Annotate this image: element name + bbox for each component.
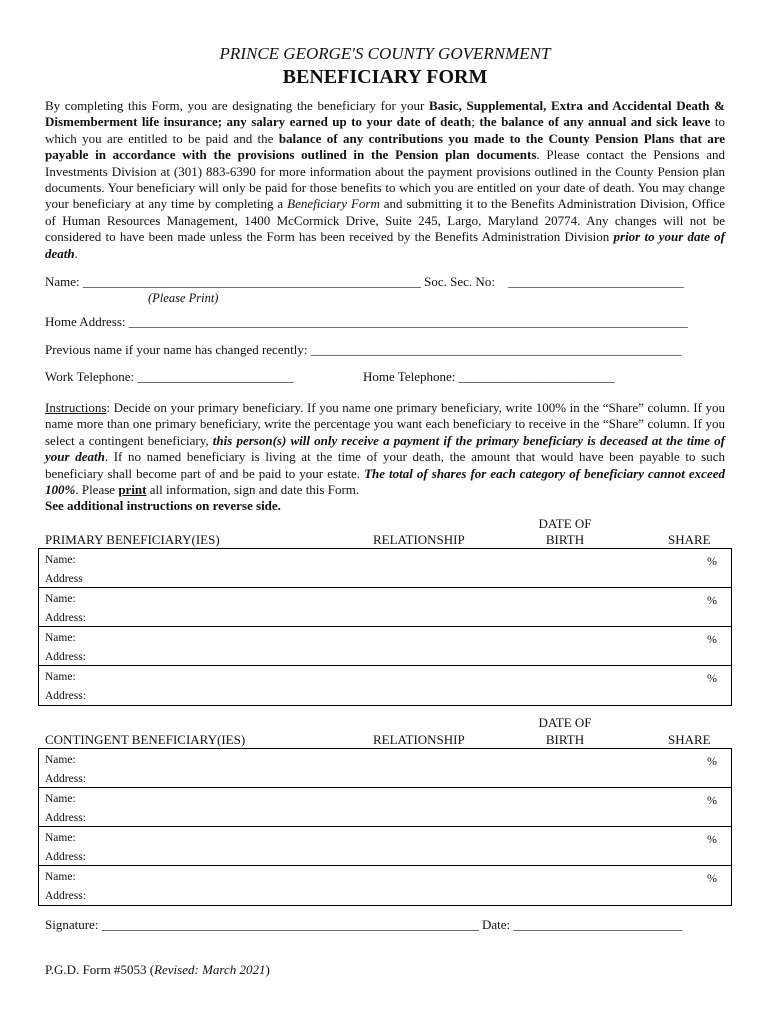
work-phone-field[interactable]: ________________________	[137, 369, 294, 384]
contingent-beneficiary-table	[38, 748, 732, 906]
intro-bold-italic-deadline: prior to your date of death	[45, 229, 725, 261]
instructions-text: all information, sign and date this Form.	[146, 482, 360, 498]
row-name-label: Name:	[45, 554, 76, 566]
instructions-paragraph	[45, 400, 725, 515]
instructions-print-word: print	[118, 482, 147, 498]
row-address-label: Address:	[45, 890, 86, 902]
revision-date: Revised: March 2021	[154, 962, 266, 977]
row-percent-sign: %	[707, 793, 717, 807]
primary-share-header: SHARE	[668, 532, 711, 547]
signature-label: Signature:	[45, 917, 99, 932]
instructions-text: . Please	[75, 482, 119, 498]
footer-close-paren: )	[265, 962, 270, 977]
row-percent-sign: %	[707, 832, 717, 846]
row-percent-sign: %	[707, 554, 717, 568]
please-print-note: (Please Print)	[148, 291, 219, 305]
table-row[interactable]	[39, 627, 731, 666]
signature-field[interactable]: __________________________________________________________	[101, 917, 479, 932]
date-label: Date:	[481, 917, 511, 932]
contingent-dob-header-line2: BIRTH	[545, 732, 585, 747]
row-name-label: Name:	[45, 671, 76, 683]
row-name-label: Name:	[45, 754, 76, 766]
intro-bold-insurance: Basic, Supplemental, Extra and Accidental Death & Dismemberment life insurance; any salary earned up to your date of death	[45, 98, 725, 130]
primary-dob-header-line1: DATE OF	[538, 516, 592, 531]
row-percent-sign: %	[707, 754, 717, 768]
row-name-label: Name:	[45, 593, 76, 605]
telephone-line	[45, 369, 293, 385]
row-percent-sign: %	[707, 871, 717, 885]
row-address-label: Address	[45, 573, 83, 585]
instructions-heading: Instructions	[45, 400, 107, 415]
name-field[interactable]: ____________________________________________________	[82, 274, 421, 289]
row-name-label: Name:	[45, 632, 76, 644]
row-address-label: Address:	[45, 690, 86, 702]
previous-name-label: Previous name if your name has changed recently:	[45, 342, 308, 357]
primary-beneficiary-table	[38, 548, 732, 706]
row-address-label: Address:	[45, 812, 86, 824]
previous-name-line	[45, 342, 681, 358]
intro-text: By completing this Form, you are designating the beneficiary for your	[45, 98, 429, 113]
previous-name-field[interactable]: _________________________________________________________	[310, 342, 682, 357]
primary-dob-header-line2: BIRTH	[545, 532, 585, 547]
form-footer	[45, 962, 270, 978]
table-row[interactable]	[39, 749, 731, 788]
intro-text: to which you are entitled to be paid and the	[45, 114, 726, 146]
home-address-line	[45, 314, 688, 330]
primary-relationship-header: RELATIONSHIP	[373, 532, 465, 547]
table-row[interactable]	[39, 827, 731, 866]
form-title: BENEFICIARY FORM	[282, 66, 488, 88]
home-address-label: Home Address:	[45, 314, 126, 329]
intro-text: and submitting it to the Benefits Administration Division, Office of Human Resources Management, 1400 McCormick Drive, Suite 245, Largo, Maryland 20774. Any changes will not be considered to have been made unless the Form has been received by the Benefits Administration Division	[45, 196, 725, 245]
reverse-side-note: See additional instructions on reverse side.	[45, 498, 281, 514]
row-percent-sign: %	[707, 593, 717, 607]
row-address-label: Address:	[45, 773, 86, 785]
contingent-beneficiary-heading: CONTINGENT BENEFICIARY(IES)	[45, 732, 246, 747]
form-number: P.G.D. Form #5053 (	[45, 962, 155, 977]
intro-italic-form-name: Beneficiary Form	[287, 196, 380, 212]
row-name-label: Name:	[45, 871, 76, 883]
table-row[interactable]	[39, 788, 731, 827]
row-address-label: Address:	[45, 612, 86, 624]
table-row[interactable]	[39, 549, 731, 588]
instructions-share-limit: The total of shares for each category of beneficiary cannot exceed 100%	[45, 465, 725, 498]
instructions-text: . If no named beneficiary is living at the time of your death, the amount that would have been payable to such beneficiary shall become part of and be paid to your estate.	[45, 449, 725, 481]
row-address-label: Address:	[45, 851, 86, 863]
signature-line	[45, 917, 682, 933]
home-phone-field[interactable]: ________________________	[458, 369, 615, 384]
contingent-relationship-header: RELATIONSHIP	[373, 732, 465, 747]
table-row[interactable]	[39, 588, 731, 627]
intro-text: ;	[471, 114, 480, 130]
instructions-text: : Decide on your primary beneficiary. If you name one primary beneficiary, write 100% in the “Share” column. If you name more than one primary beneficiary, write the percentage you want each beneficiary to receive in the “Share” column. If you select a contingent beneficiary,	[45, 400, 725, 448]
table-row[interactable]	[39, 866, 731, 905]
intro-text: .	[74, 245, 78, 261]
instructions-contingent-note: this person(s) will only receive a payment if the primary beneficiary is deceased at the time of your death	[45, 432, 725, 465]
agency-name: PRINCE GEORGE'S COUNTY GOVERNMENT	[219, 44, 551, 63]
contingent-share-header: SHARE	[668, 732, 711, 747]
ssn-label: Soc. Sec. No:	[424, 274, 495, 289]
home-phone-label: Home Telephone:	[363, 369, 456, 384]
intro-text: . Please contact the Pensions and Investments Division at (301) 883-6390 for more information about the payment provisions outlined in the County Pension plan documents. Your beneficiary will only be paid for those benefits to which you are entitled on your date of death. You may change your beneficiary at any time by completing a	[45, 147, 725, 212]
intro-paragraph	[45, 98, 725, 262]
home-address-field[interactable]: ______________________________________________________________________________________	[128, 314, 688, 329]
home-phone-line	[363, 369, 615, 385]
row-name-label: Name:	[45, 793, 76, 805]
row-name-label: Name:	[45, 832, 76, 844]
name-label: Name:	[45, 274, 80, 289]
primary-beneficiary-heading: PRIMARY BENEFICIARY(IES)	[45, 532, 220, 547]
row-percent-sign: %	[707, 632, 717, 646]
work-phone-label: Work Telephone:	[45, 369, 135, 384]
intro-bold-pension: balance of any contributions you made to the County Pension Plans that are payable in accordance with the provisions outlined in the Pension plan documents	[45, 130, 726, 163]
name-line	[45, 274, 684, 290]
contingent-dob-header-line1: DATE OF	[538, 715, 592, 730]
ssn-field[interactable]: ___________________________	[508, 274, 684, 289]
date-field[interactable]: __________________________	[513, 917, 683, 932]
row-address-label: Address:	[45, 651, 86, 663]
intro-bold-leave: the balance of any annual and sick leave	[479, 114, 711, 130]
row-percent-sign: %	[707, 671, 717, 685]
table-row[interactable]	[39, 666, 731, 705]
